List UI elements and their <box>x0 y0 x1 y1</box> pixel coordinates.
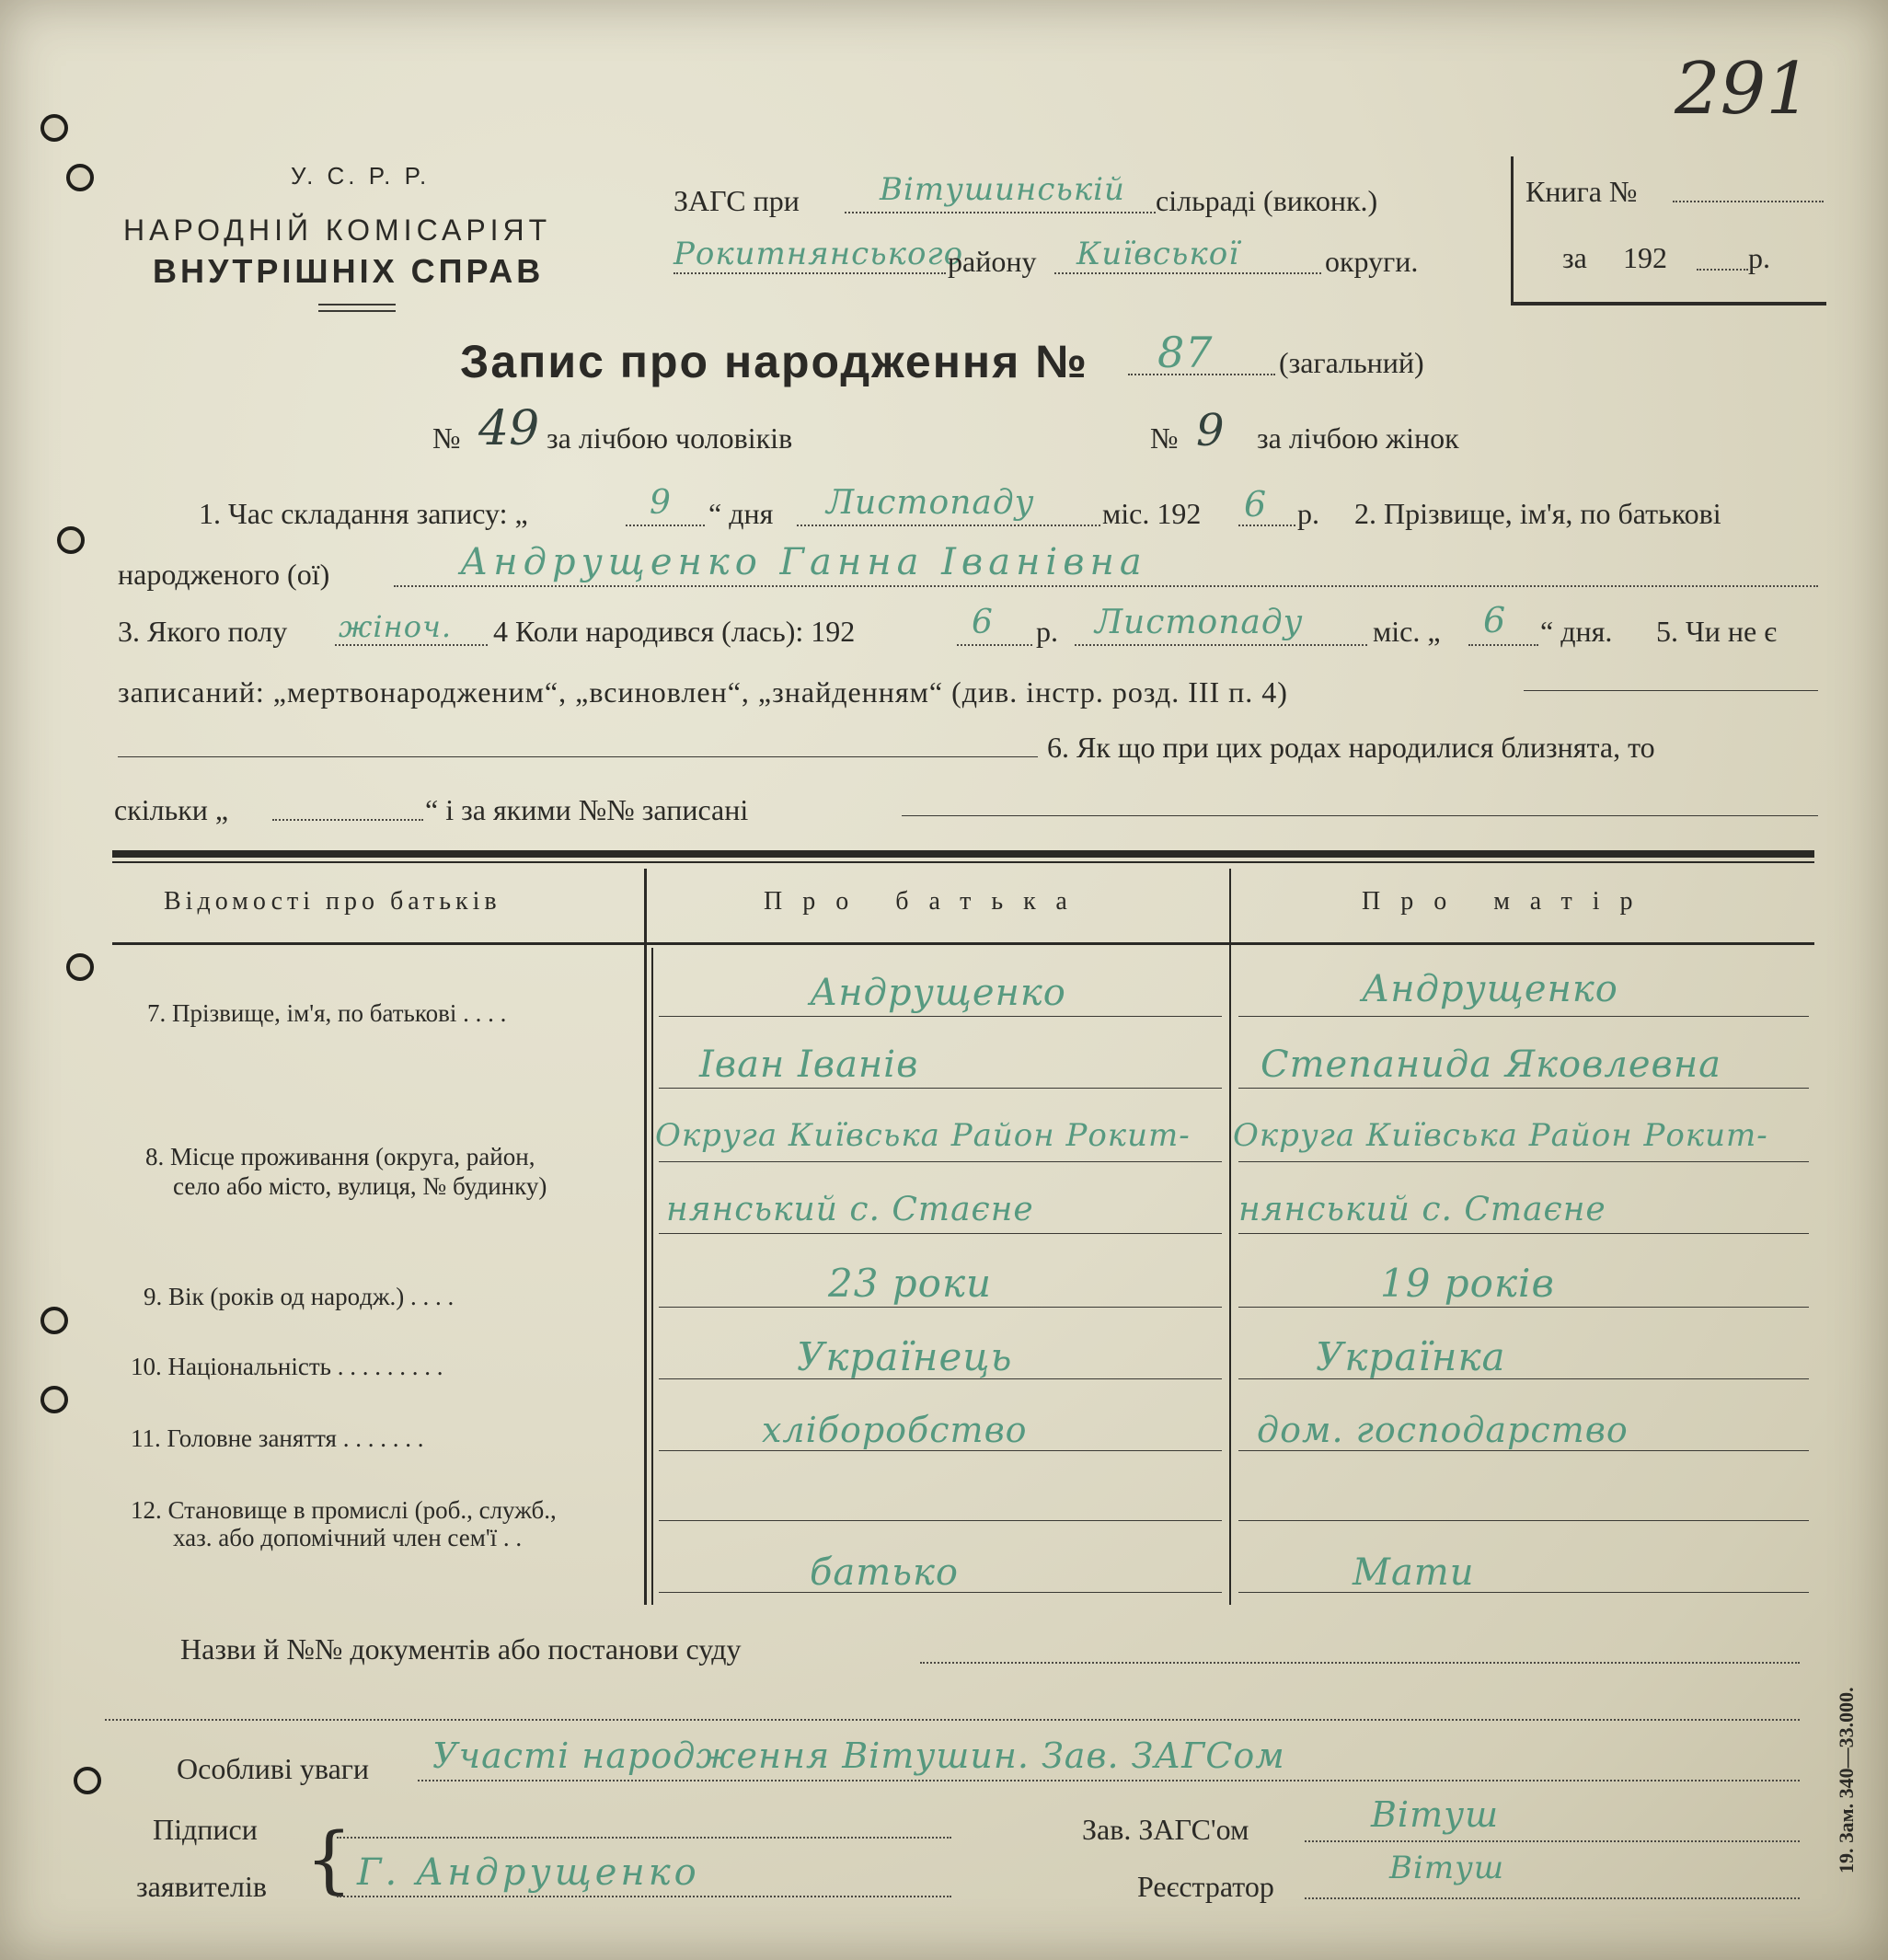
row11-label: 11. Головне заняття . . . . . . . <box>131 1424 424 1452</box>
row7-mother-line2 <box>1238 1088 1809 1089</box>
field1-label: 1. Час складання запису: „ <box>199 497 528 530</box>
village-council-label: сільраді (виконк.) <box>1156 184 1378 217</box>
ussr-label: У. С. Р. Р. <box>291 162 431 190</box>
village-council-line <box>845 212 1156 213</box>
documents-line2 <box>105 1719 1800 1721</box>
table-top-rule-thin <box>112 861 1814 863</box>
book-label: Книга № <box>1525 175 1638 208</box>
row7-label: 7. Прізвище, ім'я, по батькові . . . . <box>147 999 507 1027</box>
documents-line1 <box>920 1662 1800 1664</box>
field5-label: 5. Чи не є <box>1656 615 1777 648</box>
row8-father-place2: нянський с. Стаєне <box>666 1191 1034 1228</box>
field6-cont2: “ і за якими №№ записані <box>425 793 749 826</box>
row8-mother-place2: нянський с. Стаєне <box>1238 1191 1606 1228</box>
row10-label: 10. Національність . . . . . . . . . <box>131 1353 443 1380</box>
field4-label: 4 Коли народився (лась): 192 <box>493 615 856 648</box>
binder-hole <box>74 1767 101 1794</box>
row7-mother-surname: Андрущенко <box>1362 968 1618 1010</box>
field1-r: р. <box>1297 497 1319 530</box>
table-top-rule <box>112 850 1814 858</box>
row12-label2: хаз. або допомічний член сем'ї . . <box>173 1524 523 1551</box>
book-year-prefix: 192 <box>1623 241 1667 274</box>
binder-hole <box>66 953 94 981</box>
row7-father-name: Іван Іванів <box>699 1043 919 1086</box>
field1-month: Листопаду <box>826 484 1035 522</box>
book-number-line <box>1673 201 1824 202</box>
binder-hole <box>57 526 85 554</box>
field6-label: 6. Як що при цих родах народилися близнята, то <box>1047 731 1655 764</box>
book-year-line <box>1697 269 1748 271</box>
row12-father-status: батько <box>810 1551 959 1594</box>
raion-label: району <box>948 245 1037 278</box>
binder-hole <box>40 1307 68 1334</box>
female-count-no: № <box>1150 421 1179 455</box>
field4-month-line <box>1075 644 1367 646</box>
field4-day-line <box>1468 644 1538 646</box>
row8-father-line1 <box>659 1161 1222 1162</box>
field4-year: 6 <box>972 604 994 641</box>
row11-father-occupation: хліборобство <box>762 1410 1028 1450</box>
applicant-signature: Г. Андрущенко <box>357 1851 700 1894</box>
row12-father-line1 <box>659 1520 1222 1521</box>
field1-mis: міс. 192 <box>1102 497 1202 530</box>
notes-value: Участі народження Вітушин. Зав. ЗАГСом <box>432 1735 1285 1776</box>
record-number: 87 <box>1157 328 1214 377</box>
head-zags-line <box>1305 1840 1800 1842</box>
col-header-father: Про батька <box>764 887 1088 916</box>
field5-line <box>1524 690 1818 691</box>
col-header-info: Відомості про батьків <box>164 887 501 916</box>
field6-count-line <box>272 819 423 821</box>
binder-hole <box>40 114 68 142</box>
row7-father-surname: Андрущенко <box>810 972 1066 1014</box>
row8-father-place1: Округа Київська Район Рокит- <box>655 1117 1191 1154</box>
registrar-label: Реєстратор <box>1137 1870 1274 1903</box>
row12-mother-line1 <box>1238 1520 1809 1521</box>
row9-label: 9. Вік (років од нарoдж.) . . . . <box>144 1283 455 1310</box>
row9-father-age: 23 роки <box>828 1261 993 1306</box>
field2-line <box>394 585 1818 587</box>
binder-hole <box>66 164 94 191</box>
row7-mother-line1 <box>1238 1016 1809 1017</box>
raion-value: Рокитнянського <box>673 236 964 272</box>
row7-father-line2 <box>659 1088 1222 1089</box>
field1-day: 9 <box>650 484 672 522</box>
registrar-signature: Вітуш <box>1389 1850 1505 1886</box>
row8-label: 8. Місце проживання (округа, район, <box>145 1143 535 1170</box>
field1-dnia: “ дня <box>708 497 774 530</box>
field1-day-line <box>626 525 705 526</box>
table-divider-mother <box>1229 869 1231 1605</box>
field1-year-line <box>1238 525 1295 526</box>
col-header-mother: Про матір <box>1362 887 1653 916</box>
field4-month: Листопаду <box>1095 604 1304 641</box>
field4-year-line <box>957 644 1032 646</box>
table-divider-father-thin <box>651 948 653 1605</box>
row11-mother-occupation: дом. господарство <box>1257 1410 1629 1450</box>
female-count-label: за лічбою жінок <box>1257 421 1459 455</box>
row9-mother-age: 19 років <box>1380 1261 1555 1306</box>
field4-day: 6 <box>1483 600 1507 640</box>
signatures-brace: { <box>305 1816 352 1902</box>
raion-line <box>673 272 946 274</box>
field3-label: 3. Якого полу <box>118 615 288 648</box>
notes-label: Особливі уваги <box>177 1752 370 1785</box>
archive-page-number: 291 <box>1675 48 1812 131</box>
field2-cont: народженого (ої) <box>118 558 330 591</box>
field1-month-line <box>797 525 1100 526</box>
row11-father-line <box>659 1450 1222 1451</box>
row12-mother-status: Мати <box>1353 1551 1475 1594</box>
field5-cont: записаний: „мертвонародженим“, „всиновлен“, „знайденням“ (див. інстр. розд. III п. 4) <box>118 675 1288 709</box>
signatures-label: Підписи <box>153 1813 258 1846</box>
male-count-no: № <box>432 421 461 455</box>
documents-label: Назви й №№ документів або постанови суду <box>180 1632 742 1666</box>
village-council-value: Вітушинській <box>880 171 1125 208</box>
row7-father-line1 <box>659 1016 1222 1017</box>
row8-mother-line1 <box>1238 1161 1809 1162</box>
female-count-number: 9 <box>1196 405 1225 456</box>
row11-mother-line <box>1238 1450 1809 1451</box>
field3-line <box>335 644 488 646</box>
field6-cont1: скільки „ <box>114 793 229 826</box>
applicant-sig-line2 <box>337 1896 951 1897</box>
row8-father-line2 <box>659 1233 1222 1234</box>
table-header-rule <box>112 942 1814 945</box>
registrar-line <box>1305 1897 1800 1899</box>
male-count-number: 49 <box>478 401 540 456</box>
row12-label: 12. Становище в промислі (роб., служб., <box>131 1496 557 1524</box>
row9-father-line <box>659 1307 1222 1308</box>
field2-name: Андрущенко Ганна Іванівна <box>460 541 1147 583</box>
field6-line <box>902 815 1818 816</box>
record-general-label: (загальний) <box>1279 346 1424 379</box>
row8-mother-line2 <box>1238 1233 1809 1234</box>
row8-label2: село або місто, вулиця, № будинку) <box>173 1172 547 1200</box>
field1-year: 6 <box>1244 484 1268 525</box>
notes-line <box>418 1780 1800 1781</box>
okruha-line <box>1054 272 1321 274</box>
applicants-label: заявителів <box>136 1870 267 1903</box>
internal-affairs-label: ВНУТРІШНІХ СПРАВ <box>153 252 545 290</box>
commissariat-label: НАРОДНІЙ КОМІСАРІЯТ <box>123 213 552 247</box>
okruha-label: округи. <box>1325 245 1419 278</box>
field3-value: жіноч. <box>339 609 453 644</box>
applicant-sig-line1 <box>337 1837 951 1839</box>
row12-mother-line2 <box>1238 1592 1809 1593</box>
field2-label: 2. Прізвище, ім'я, по батькові <box>1354 497 1721 530</box>
field4-r: р. <box>1036 615 1058 648</box>
book-year-suffix: р. <box>1748 241 1770 274</box>
field4-dnia: “ дня. <box>1540 615 1613 648</box>
row10-father-nationality: Українець <box>797 1334 1013 1379</box>
table-divider-father <box>644 869 647 1605</box>
record-title: Запис про народження № <box>460 336 1088 387</box>
male-count-label: за лічбою чоловіків <box>547 421 793 455</box>
head-zags-label: Зав. ЗАГС'ом <box>1082 1813 1249 1846</box>
row8-mother-place1: Округа Київська Район Рокит- <box>1233 1117 1768 1154</box>
header-divider <box>318 310 396 312</box>
header-divider <box>318 304 396 306</box>
row9-mother-line <box>1238 1307 1809 1308</box>
head-zags-signature: Вітуш <box>1371 1794 1500 1835</box>
binder-hole <box>40 1386 68 1413</box>
field5-line2 <box>118 756 1038 757</box>
field4-mis: міс. „ <box>1373 615 1441 648</box>
row10-mother-nationality: Українка <box>1316 1334 1506 1379</box>
printer-mark: 19. Зам. 340—33.000. <box>1835 1687 1858 1874</box>
zags-at-label: ЗАГС при <box>673 184 800 217</box>
okruha-value: Київської <box>1076 236 1240 272</box>
book-year-za: за <box>1562 241 1587 274</box>
row7-mother-name: Степанида Яковлевна <box>1261 1043 1722 1086</box>
